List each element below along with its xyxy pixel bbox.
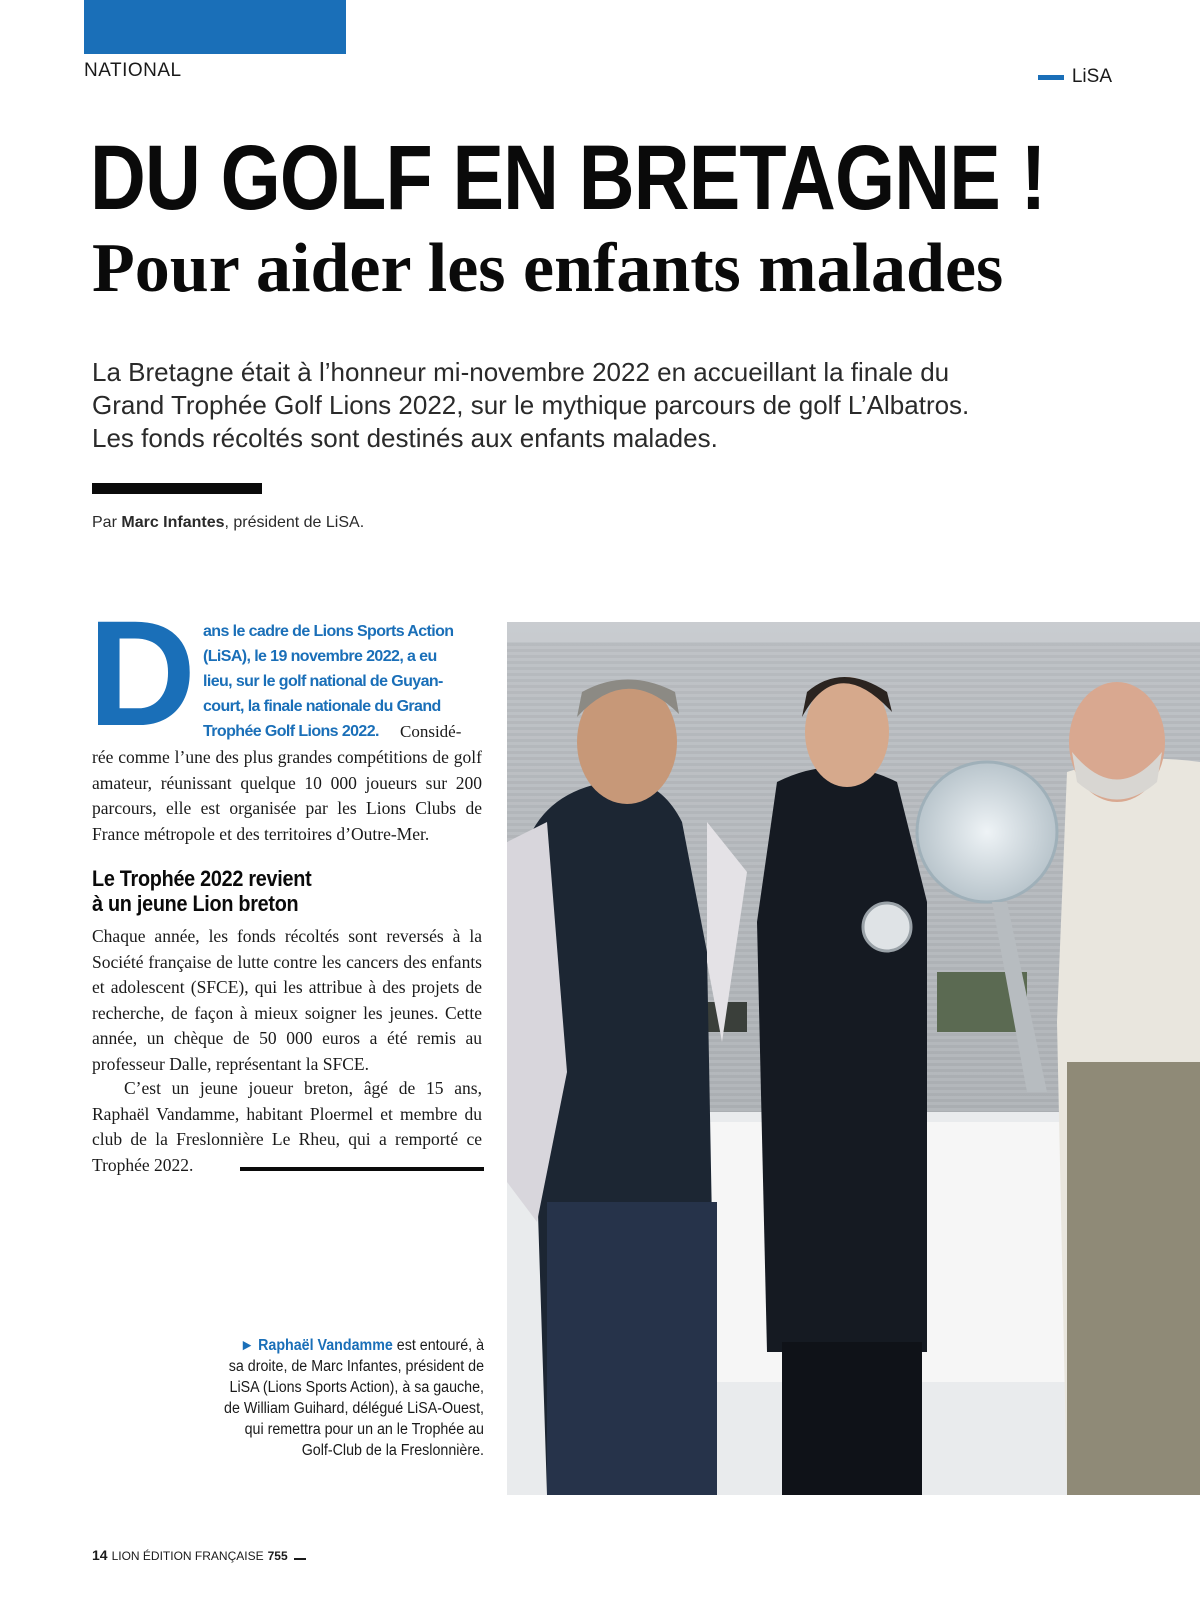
publication-name: LION ÉDITION FRANÇAISE bbox=[111, 1549, 264, 1563]
dropcap-letter: D bbox=[92, 613, 194, 731]
page-title: DU GOLF EN BRETAGNE ! bbox=[90, 127, 1046, 229]
body-paragraph-3: C’est un jeune joueur breton, âgé de 15 ans, Raphaël Vandamme, habitant Ploermel et membre du club de la Freslonnière Le Rheu, qui a remporté ce Trophée 2022. bbox=[92, 1078, 482, 1175]
section-color-bar bbox=[84, 0, 346, 54]
photo-illustration bbox=[507, 622, 1200, 1495]
dropcap bbox=[92, 613, 194, 731]
brand-label: LiSA bbox=[1071, 66, 1112, 87]
body-paragraph-2: Chaque année, les fonds récoltés sont reversés à la Société française de lutte contre les cancers des enfants et adolescent (SFCE), qui les attribue à des projets de recherche, de façon à mieux soigner les jeunes. Cette année, un chèque de 50 000 euros a été remis au professeur Dalle, représentant la SFCE. bbox=[92, 926, 482, 1074]
issue-number: 755 bbox=[267, 1549, 288, 1563]
photo-caption bbox=[223, 1335, 484, 1461]
article-subhead bbox=[92, 866, 311, 916]
page-subtitle: Pour aider les enfants malades bbox=[92, 230, 1004, 307]
intro-line: ans le cadre de Lions Sports Action bbox=[203, 623, 454, 640]
byline-author: Marc Infantes bbox=[121, 514, 225, 531]
footer-dash bbox=[294, 1558, 306, 1560]
subhead-line-2: à un jeune Lion breton bbox=[92, 891, 299, 916]
intro-tail: Considé- bbox=[400, 722, 462, 741]
intro-line: lieu, sur le golf national de Guyan- bbox=[203, 673, 443, 690]
lead-paragraph: La Bretagne était à l’honneur mi-novembre 2022 en accueillant la finale du Grand Trophée Golf Lions 2022, sur le mythique parcours de golf L’Albatros. Les fonds récoltés sont destinés aux enfants malades. bbox=[92, 357, 970, 453]
end-of-article-rule bbox=[240, 1167, 484, 1171]
caption-text: est entouré, à sa droite, de Marc Infantes, président de LiSA (Lions Sports Action), à sa gauche, de William Guihard, délégué LiSA-Ouest, qui remettra pour un an le Trophée au Golf-Club de la Freslonnière. bbox=[224, 1337, 485, 1459]
brand-tag bbox=[1038, 66, 1112, 88]
byline bbox=[92, 514, 364, 532]
page-footer bbox=[92, 1547, 306, 1563]
body-paragraph-1: rée comme l’une des plus grandes compétitions de golf amateur, réunissant quelque 10 000 joueurs sur 200 parcours, elle est organisée par les Lions Clubs de France métropole et des territoires d’Outre-Mer. bbox=[92, 747, 482, 844]
intro-line: Trophée Golf Lions 2022. bbox=[203, 723, 379, 740]
byline-prefix: Par bbox=[92, 514, 117, 531]
page-number: 14 bbox=[92, 1547, 108, 1563]
caption-name: Raphaël Vandamme bbox=[258, 1337, 393, 1354]
section-label: NATIONAL bbox=[84, 60, 182, 81]
intro-line: court, la finale nationale du Grand bbox=[203, 698, 441, 715]
lead-divider bbox=[92, 483, 262, 494]
caption-arrow: ► bbox=[240, 1337, 255, 1354]
byline-role: , président de LiSA. bbox=[224, 514, 365, 531]
article-photo bbox=[507, 622, 1200, 1495]
intro-line: (LiSA), le 19 novembre 2022, a eu bbox=[203, 648, 437, 665]
subhead-line-1: Le Trophée 2022 revient bbox=[92, 866, 312, 891]
brand-dash bbox=[1038, 75, 1064, 80]
